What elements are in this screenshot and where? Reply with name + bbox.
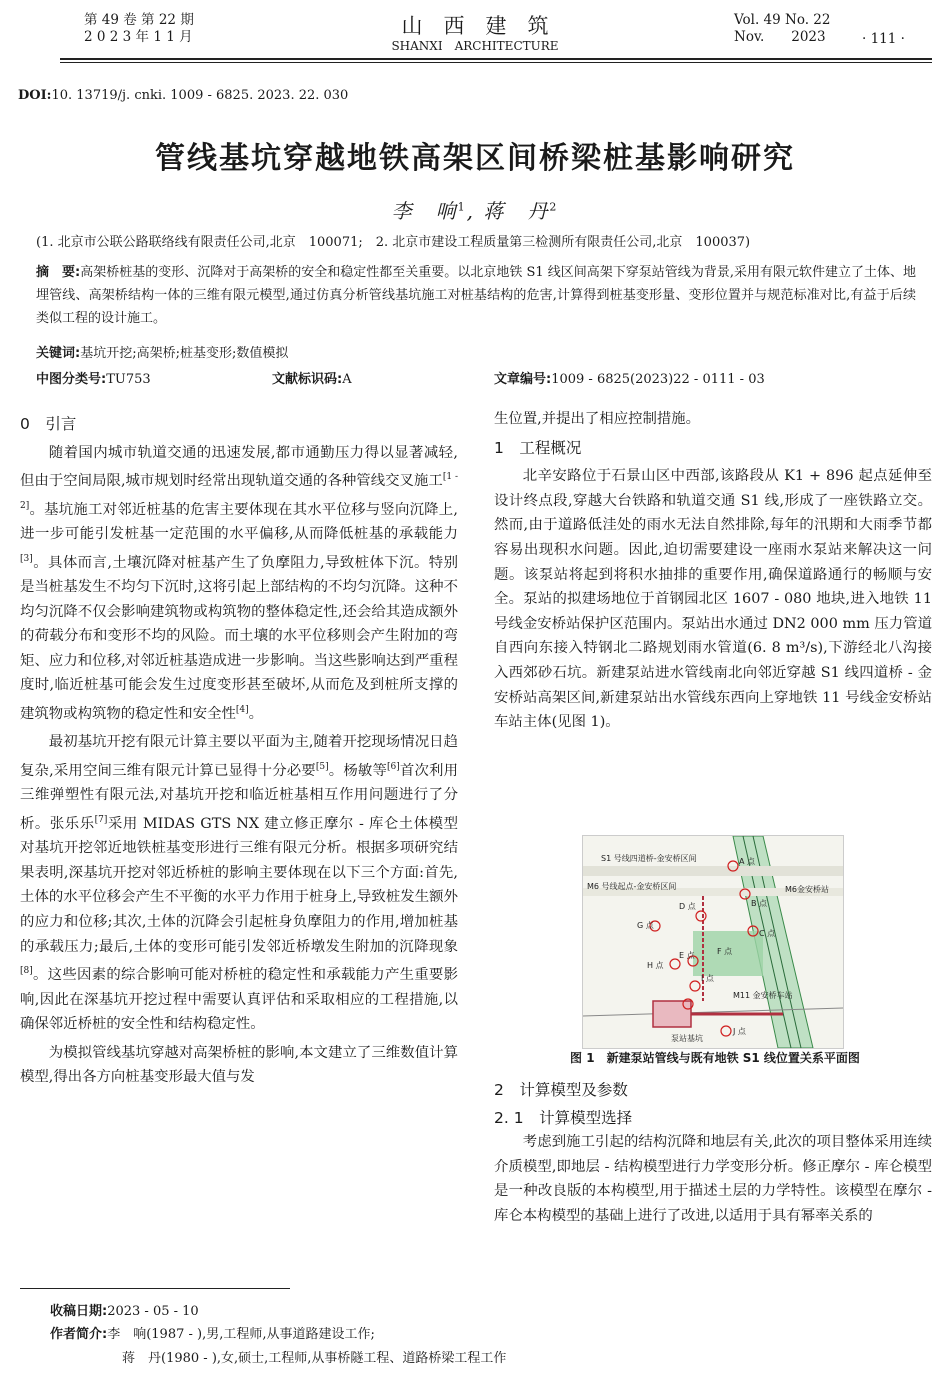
bio-label: 作者简介: <box>50 1327 108 1342</box>
abstract-label: 摘 要: <box>36 265 81 280</box>
label-m6-line: M6 号线起点-金安桥区间 <box>587 882 677 891</box>
site-plan-drawing <box>583 836 843 1048</box>
received-value: 2023 - 05 - 10 <box>107 1304 199 1319</box>
author-1: 李 响 <box>391 199 458 223</box>
doi-line <box>18 88 348 103</box>
left-column <box>20 412 458 1090</box>
abstract-text: 高架桥桩基的变形、沉降对于高架桥的安全和稳定性都至关重要。以北京地铁 S1 线区间高架下穿泵站管线为背景,采用有限元软件建立了土体、地埋管线、高架桥结构一体的三维有限元模型,通过仿真分析管线基坑施工对桩基结构的危害,计算得到桩基变形量、变形位置并与规范标准对比,有益于后续类似工程的设计施工。 <box>36 265 917 326</box>
document-code <box>272 368 352 387</box>
label-point: E 点 <box>679 951 695 960</box>
keywords-text: 基坑开挖;高架桥;桩基变形;数值模拟 <box>80 346 289 361</box>
keywords <box>36 342 288 361</box>
citation[interactable]: [3] <box>20 553 33 564</box>
clc-label: 中图分类号: <box>36 372 107 387</box>
volume-en: Vol. 49 No. 22 <box>734 12 831 28</box>
author-bio-2: 蒋 丹(1980 - ),女,硕士,工程师,从事桥隧工程、道路桥梁工程工作 <box>122 1351 507 1366</box>
label-point: B 点 <box>751 899 768 908</box>
section-0-heading: 0 引言 <box>20 415 77 433</box>
continued-text: 生位置,并提出了相应控制措施。 <box>494 411 701 427</box>
received-label: 收稿日期: <box>50 1304 108 1319</box>
section-2-1-heading: 2. 1 计算模型选择 <box>494 1108 633 1127</box>
citation[interactable]: [8] <box>20 966 33 977</box>
article-no-value: 1009 - 6825(2023)22 - 0111 - 03 <box>551 372 765 387</box>
clc-number <box>36 368 151 387</box>
abstract <box>36 261 916 330</box>
header-rule <box>60 58 932 60</box>
journal-name-cn: 山 西 建 筑 <box>401 14 549 38</box>
keywords-label: 关键词: <box>36 346 81 361</box>
citation[interactable]: [6] <box>387 761 400 772</box>
section-1-heading: 1 工程概况 <box>494 438 582 457</box>
footnote-rule <box>20 1288 290 1289</box>
label-point: A 点 <box>739 857 756 866</box>
page-number: · 111 · <box>862 31 905 47</box>
doc-code-label: 文献标识码: <box>272 372 343 387</box>
author-list: 李 响$^1$, 蒋 丹$^2$ <box>391 199 559 223</box>
author-1-affil: 1 <box>457 200 467 214</box>
bio-text-1: 李 响(1987 - ),男,工程师,从事道路建设工作; <box>107 1327 375 1342</box>
label-point: G 点 <box>637 921 654 930</box>
author-2: 蒋 丹 <box>483 199 550 223</box>
doc-code-value: A <box>342 372 352 387</box>
label-pump-pit: 泵站基坑 <box>671 1034 703 1043</box>
intro-paragraph-1: 随着国内城市轨道交通的迅速发展,都市通勤压力得以显著减轻,但由于空间局限,城市规划时经常出现轨道交通的各种管线交叉施工[1 - 2]。基坑施工对邻近桩基的危害主要体现在其水平位移与竖向沉降上,进一步可能引发桩基一定范围的水平偏移,从而降低桩基的承载能力[3]。具体而言,土壤沉降对桩基产生了负摩阻力,导致桩体下沉。特别是当桩基发生不均匀下沉时,这将引起上部结构的不均匀沉降。这种不均匀沉降不仅会影响建筑物或构筑物的整体稳定性,还会给其造成额外的荷载分布和变形不均的风险。而土壤的水平位移则会产生附加的弯矩、应力和位移,对邻近桩基造成进一步影响。当这些影响达到严重程度时,临近桩基可能会发生过度变形甚至破坏,从而危及到桩所支撑的建筑物或构筑物的稳定性和安全性[4]。 <box>20 444 458 722</box>
overview-paragraph: 北辛安路位于石景山区中西部,该路段从 K1 + 896 起点延伸至设计终点段,穿越大台铁路和轨道交通 S1 线,形成了一座铁路立交。然而,由于道路低洼处的雨水无法自然排除,每年的汛期和大雨季节都容易出现积水问题。因此,迫切需要建设一座雨水泵站来解决这一问题。该泵站将起到将积水抽排的重要作用,确保道路通行的畅顺与安全。泵站的拟建场地位于首钢园北区 1607 - 080 地块,进入地铁 11 号线金安桥站保护区范围内。泵站出水通过 DN2 000 mm 压力管道自西向东接入特钢北二路规划雨水管道(6. 8 m³/s),下游经北八沟接入西郊砂石坑。新建泵站进水管线南北向邻近穿越 S1 线四道桥 - 金安桥站高架区间,新建泵站出水管线东西向上穿地铁 11 号线金安桥站车站主体(见图 1)。 <box>494 468 932 731</box>
label-point: J 点 <box>733 1027 746 1036</box>
volume-cn: 第 49 卷 第 22 期 <box>84 12 194 28</box>
date-en: Nov. 2023 <box>734 29 826 45</box>
right-column-top <box>494 407 932 735</box>
label-point: F 点 <box>717 947 733 956</box>
label-point: H 点 <box>647 961 664 970</box>
right-column-bottom <box>494 1078 932 1229</box>
label-s1-line: S1 号线四道桥-金安桥区间 <box>601 854 697 863</box>
author-2-affil: 2 <box>549 200 559 214</box>
label-point: D 点 <box>679 902 696 911</box>
label-m6-station: M6金安桥站 <box>785 885 829 894</box>
clc-value: TU753 <box>106 372 151 387</box>
header-rule-thin <box>60 62 932 63</box>
journal-name-en: SHANXI ARCHITECTURE <box>391 39 559 53</box>
intro-paragraph-3: 为模拟管线基坑穿越对高架桥桩的影响,本文建立了三维数值计算模型,得出各方向桩基变形最大值与发 <box>20 1044 458 1086</box>
label-point: I 点 <box>701 974 714 983</box>
received-date <box>50 1300 199 1319</box>
citation[interactable]: [7] <box>94 814 108 825</box>
doi-value[interactable]: 10. 13719/j. cnki. 1009 - 6825. 2023. 22. 030 <box>51 88 349 103</box>
article-no-label: 文章编号: <box>494 372 552 387</box>
section-2-heading: 2 计算模型及参数 <box>494 1081 628 1099</box>
intro-paragraph-2: 最初基坑开挖有限元计算主要以平面为主,随着开挖现场情况日趋复杂,采用空间三维有限元计算已显得十分必要[5]。杨敏等[6]首次利用三维弹塑性有限元法,对基坑开挖和临近桩基相互作用问题进行了分析。张乐乐[7]采用 MIDAS GTS NX 建立修正摩尔 - 库仑土体模型对基坑开挖邻近地铁桩基变形进行三维有限元分析。根据多项研究结果表明,深基坑开挖对邻近桥桩的影响主要体现在以下三个方面:首先,土体的水平位移会产生不平衡的水平力作用于桩身上,导致桩发生额外的应力和位移;其次,土体的沉降会引起桩身负摩阻力的作用,增加桩基的承载压力;最后,土体的变形可能引发邻近桥墩发生附加的沉降现象[8]。这些因素的综合影响可能对桥桩的稳定性和承载能力产生重要影响,因此在深基坑开挖过程中需要认真评估和采取相应的工程措施,以确保邻近桥桩的安全性和结构稳定性。 <box>20 734 458 1033</box>
article-number <box>494 368 765 387</box>
figure-1-site-plan <box>582 835 844 1049</box>
date-cn: 2 0 2 3 年 1 1 月 <box>84 29 193 45</box>
figure-1-caption: 图 1 新建泵站管线与既有地铁 S1 线位置关系平面图 <box>570 1051 860 1065</box>
citation[interactable]: [5] <box>315 761 329 772</box>
model-paragraph: 考虑到施工引起的结构沉降和地层有关,此次的项目整体采用连续介质模型,即地层 - 结构模型进行力学变形分析。修正摩尔 - 库仑模型是一种改良版的本构模型,用于描述土层的力学特性。该模型在摩尔 - 库仑本构模型的基础上进行了改进,以适用于具有幂率关系的 <box>494 1134 932 1224</box>
label-point: C 点 <box>759 929 776 938</box>
citation[interactable]: [1 - 2] <box>20 472 458 511</box>
label-m11-station: M11 金安桥车站 <box>733 991 793 1000</box>
author-bio-1 <box>50 1323 375 1342</box>
paper-title: 管线基坑穿越地铁高架区间桥梁桩基影响研究 <box>155 141 795 176</box>
citation[interactable]: [4] <box>235 704 249 715</box>
doi-label: DOI: <box>18 88 52 103</box>
affiliations: (1. 北京市公联公路联络线有限责任公司,北京 100071; 2. 北京市建设工程质量第三检测所有限责任公司,北京 100037) <box>36 235 751 250</box>
